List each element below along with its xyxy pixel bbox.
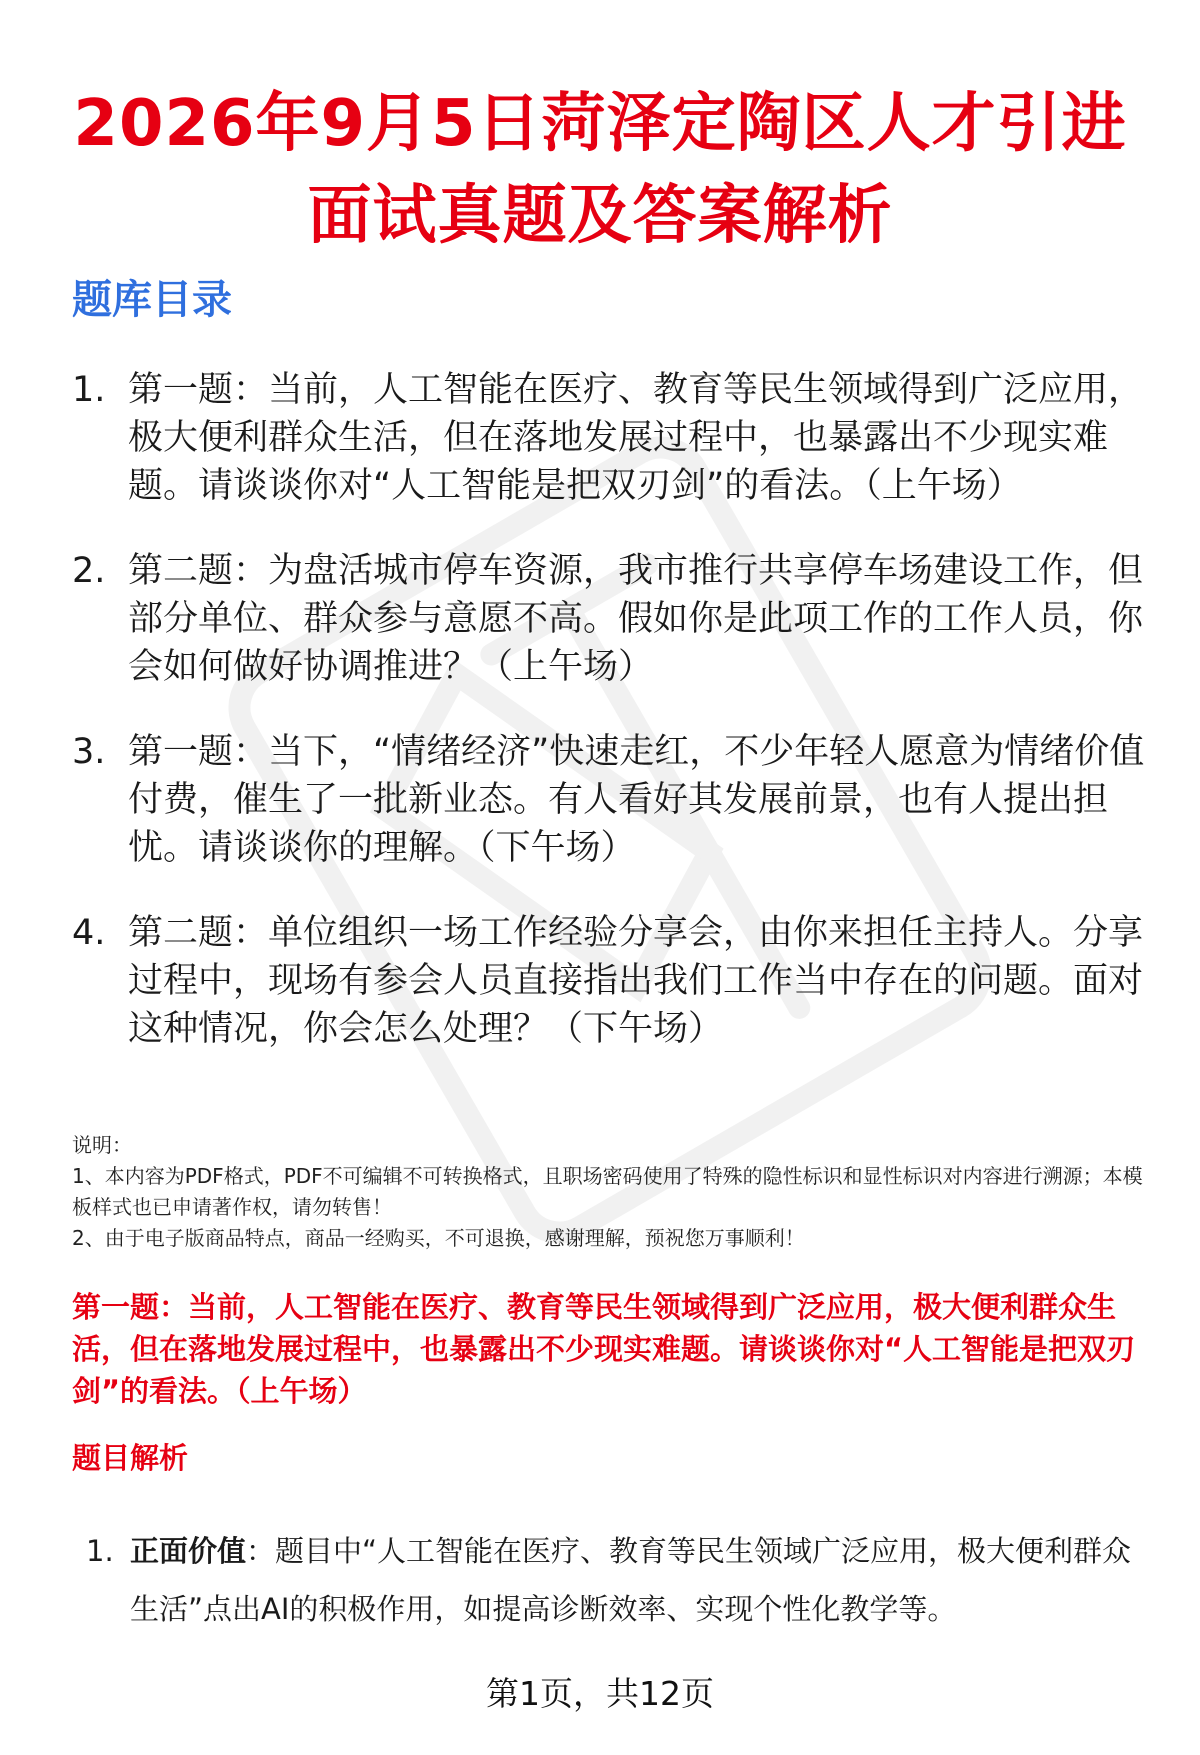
notes-line-2: 2、由于电子版商品特点，商品一经购买，不可退换，感谢理解，预祝您万事顺利！: [72, 1226, 805, 1250]
toc-heading: 题库目录: [72, 277, 232, 323]
analysis-list: [86, 1522, 1156, 1638]
toc-item-number: 1.: [72, 370, 106, 410]
analysis-item-keyword: 正面价值: [130, 1534, 247, 1568]
question-heading: 第一题：当前，人工智能在医疗、教育等民生领域得到广泛应用，极大便利群众生活，但在落地发展过程中，也暴露出不少现实难题。请谈谈你对“人工智能是把双刃剑”的看法。（上午场）: [72, 1290, 1136, 1408]
toc-list: [72, 366, 1152, 1090]
toc-item: [72, 728, 1152, 872]
toc-item: [72, 547, 1152, 691]
document-title: [40, 78, 1160, 262]
toc-item: [72, 909, 1152, 1053]
notes-section: [72, 1130, 1162, 1254]
toc-item-text: 第二题：为盘活城市停车资源，我市推行共享停车场建设工作，但部分单位、群众参与意愿不高。假如你是此项工作的工作人员，你会如何做好协调推进？（上午场）: [128, 551, 1144, 687]
analysis-item: [86, 1522, 1156, 1638]
toc-item-number: 3.: [72, 732, 106, 772]
toc-item-number: 2.: [72, 551, 106, 591]
page-footer: 第1页，共12页: [486, 1674, 714, 1713]
title-line-1: 2026年9月5日菏泽定陶区人才引进: [73, 87, 1127, 161]
notes-line-1: 1、本内容为PDF格式，PDF不可编辑不可转换格式，且职场密码使用了特殊的隐性标识和显性标识对内容进行溯源；本模板样式也已申请著作权，请勿转售！: [72, 1164, 1143, 1219]
toc-item-text: 第一题：当前，人工智能在医疗、教育等民生领域得到广泛应用，极大便利群众生活，但在落地发展过程中，也暴露出不少现实难题。请谈谈你对“人工智能是把双刃剑”的看法。（上午场）: [128, 370, 1144, 506]
toc-item-text: 第一题：当下，“情绪经济”快速走红，不少年轻人愿意为情绪价值付费，催生了一批新业态。有人看好其发展前景，也有人提出担忧。请谈谈你的理解。（下午场）: [128, 732, 1145, 868]
analysis-heading: 题目解析: [72, 1441, 189, 1475]
toc-item: [72, 366, 1152, 510]
analysis-item-number: 1.: [86, 1534, 114, 1568]
notes-label: 说明：: [72, 1133, 132, 1157]
toc-item-number: 4.: [72, 913, 106, 953]
toc-item-text: 第二题：单位组织一场工作经验分享会，由你来担任主持人。分享过程中，现场有参会人员直接指出我们工作当中存在的问题。面对这种情况，你会怎么处理？（下午场）: [128, 913, 1144, 1049]
analysis-item-text: ：题目中“人工智能在医疗、教育等民生领域广泛应用，极大便利群众生活”点出AI的积极作用，如提高诊断效率、实现个性化教学等。: [130, 1534, 1132, 1626]
title-line-2: 面试真题及答案解析: [307, 179, 893, 253]
